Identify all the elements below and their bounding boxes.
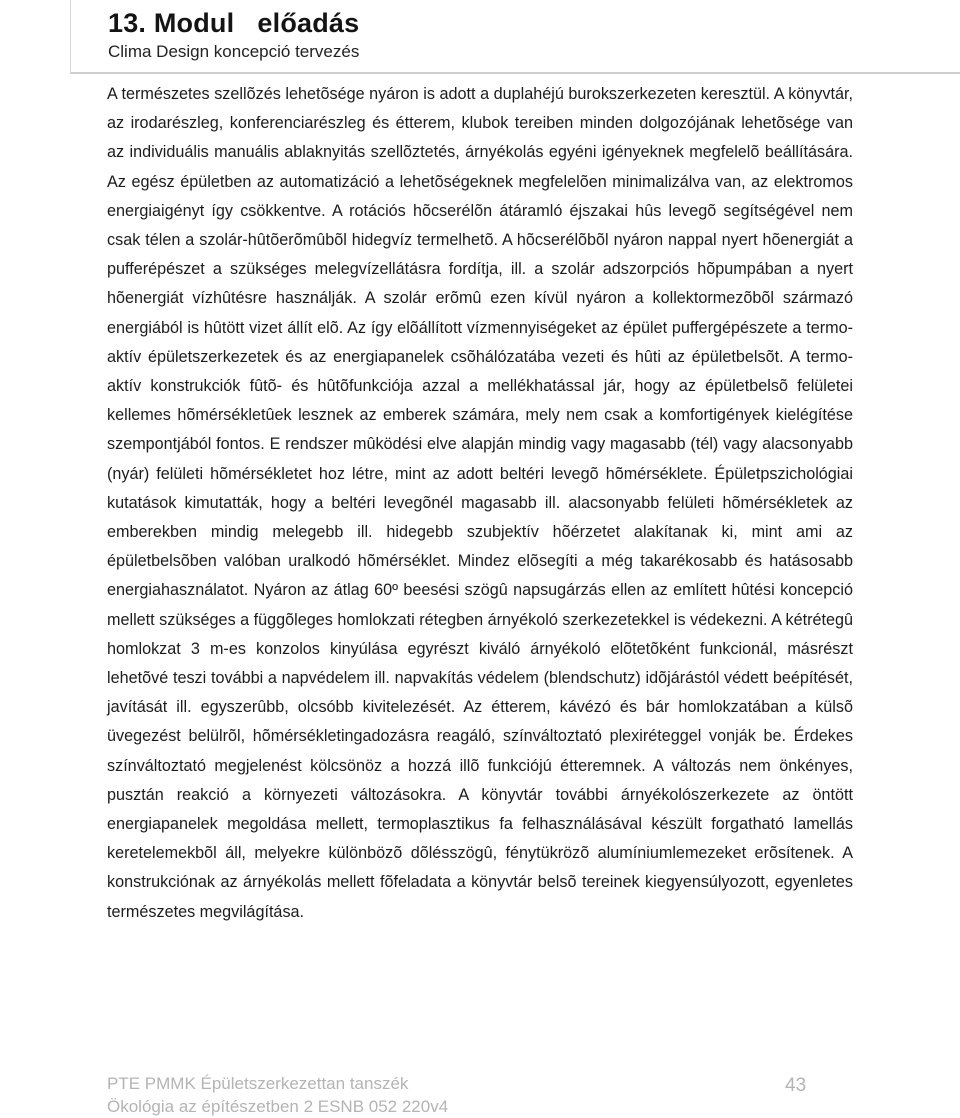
- page-subtitle: Clima Design koncepció tervezés: [108, 42, 360, 61]
- page-header: [70, 0, 960, 74]
- body-paragraph: A természetes szellõzés lehetõsége nyáron is adott a duplahéjú burokszerkezeten keresztül. A könyvtár, az irodarészleg, konferenciarészleg és étterem, klubok tereiben minden dolgozójának lehetõsége van az individuális manuális ablaknyitás szellõztetés, árnyékolás egyéni igényeknek megfelelõ beállítására. Az egész épületben az automatizáció a lehetõségeknek megfelelõen minimalizálva van, az elektromos energiaigényt így csökkentve. A rotációs hõcserélõn átáramló éjszakai hûs levegõ segítségével nem csak télen a szolár-hûtõerõmûbõl hidegvíz termelhetõ. A hõcserélõbõl nyáron nappal nyert hõenergiát a pufferépészet a szükséges melegvízellátásra fordítja, ill. a szolár adszorpciós hõpumpában a nyert hõenergiát vízhûtésre használják. A szolár erõmû ezen kívül nyáron a kollektormezõbõl származó energiából is hûtött vizet állít elõ. Az így elõállított vízmennyiségeket az épület puffergépészete a termo-aktív épületszerkezetek és az energiapanelek csõhálózatába vezeti és hûti az épületbelsõt. A termo-aktív konstrukciók fûtõ- és hûtõfunkciója azzal a mellékhatással jár, hogy az épületbelsõ felületei kellemes hõmérsékletûek lesznek az emberek számára, mely nem csak a komfortigények kielégítése szempontjából fontos. E rendszer mûködési elve alapján mindig vagy magasabb (tél) vagy alacsonyabb (nyár) felületi hõmérsékletet hoz létre, mint az adott beltéri levegõ hõmérséklete. Épületpszichológiai kutatások kimutatták, hogy a beltéri levegõnél magasabb ill. alacsonyabb felületi hõmérsékletek az emberekben mindig melegebb ill. hidegebb szubjektív hõérzetet alakítanak ki, mint ami az épületbelsõben valóban uralkodó hõmérséklet. Mindez elõsegíti a még takarékosabb és hatásosabb energiahasználatot. Nyáron az átlag 60º beesési szögû napsugárzás ellen az említett hûtési koncepció mellett szükséges a függõleges homlokzati rétegben árnyékoló szerkezetekkel is védekezni. A kétrétegû homlokzat 3 m-es konzolos kinyúlása egyrészt kiváló árnyékoló elõtetõként funkcionál, másrészt lehetõvé teszi további a napvédelem ill. napvakítás védelem (blendschutz) idõjárástól védett beépítését, javítását ill. egyszerûbb, olcsóbb kivitelezését. Az étterem, kávézó és bár homlokzatában a külsõ üvegezést belülrõl, hõmérsékletingadozásra reagáló, színváltoztató plexiréteggel vonják be. Érdekes színváltoztató megjelenést kölcsönöz a hozzá illõ funkciójú étteremnek. A változás nem önkényes, pusztán reakció a környezeti változásokra. A könyvtár további árnyékolószerkezete az öntött energiapanelek megoldása mellett, termoplasztikus fa felhasználásával készült forgatható lamellás keretelemekbõl áll, melyekre különbözõ dõlésszögû, fénytükrözõ alumíniumlemezeket erõsítenek. A konstrukciónak az árnyékolás mellett fõfeladata a könyvtár belsõ tereinek kiegyensúlyozott, egyenletes természetes megvilágítása.: [107, 85, 853, 921]
- page-number: 43: [785, 1075, 807, 1096]
- page-title: 13. Modul előadás: [108, 8, 360, 38]
- footer-course: Ökológia az építészetben 2 ESNB 052 220v4: [107, 1097, 449, 1116]
- footer-department: PTE PMMK Épületszerkezettan tanszék: [107, 1074, 409, 1093]
